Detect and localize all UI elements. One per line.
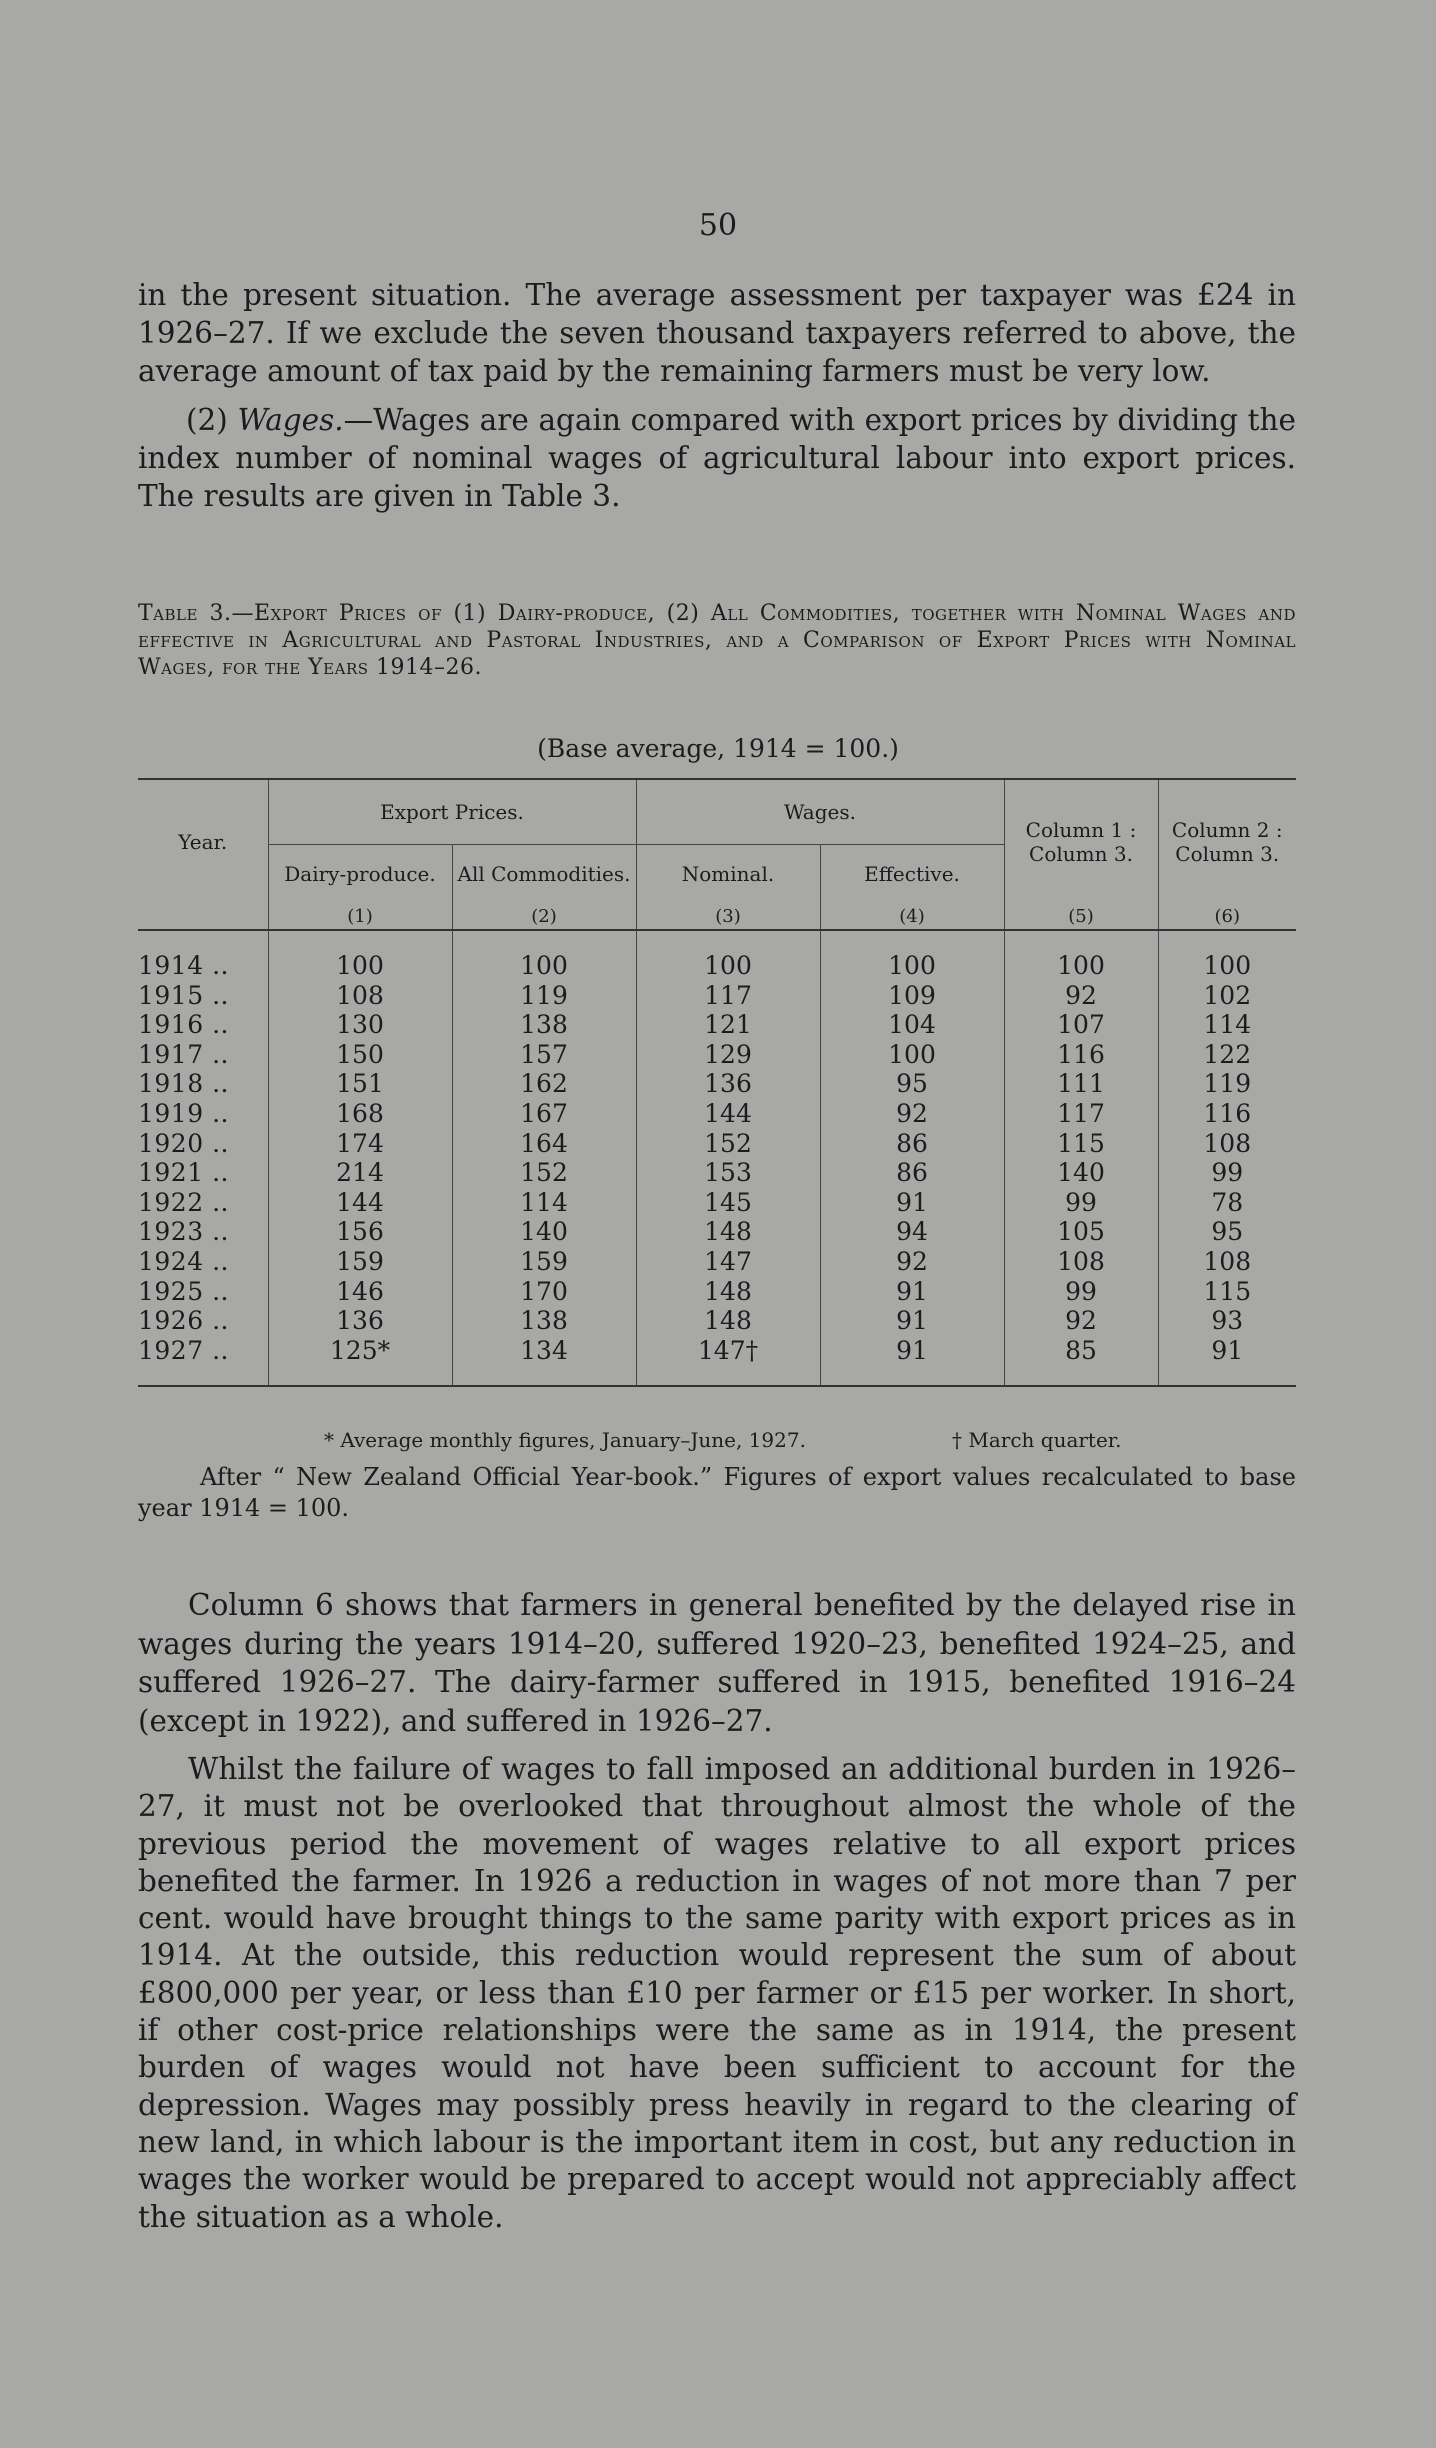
cell-col6: 91 xyxy=(1158,1336,1296,1387)
header-wages: Wages. xyxy=(636,779,1004,845)
table-row xyxy=(138,1277,1296,1307)
header-year: Year. xyxy=(138,779,268,903)
cell-nominal: 100 xyxy=(636,930,820,981)
cell-year: 1922 .. xyxy=(138,1187,229,1217)
cell-col5: 108 xyxy=(1004,1247,1158,1277)
table-row xyxy=(138,1010,1296,1040)
cell-dairy: 159 xyxy=(268,1247,452,1277)
cell-dairy: 151 xyxy=(268,1069,452,1099)
cell-col6: 119 xyxy=(1158,1069,1296,1099)
header-num-1: (1) xyxy=(268,903,452,930)
cell-all: 140 xyxy=(452,1217,636,1247)
cell-year: 1921 .. xyxy=(138,1158,229,1188)
cell-all: 114 xyxy=(452,1188,636,1218)
cell-col5: 99 xyxy=(1004,1277,1158,1307)
cell-col5: 107 xyxy=(1004,1010,1158,1040)
cell-effective: 100 xyxy=(820,1040,1004,1070)
cell-effective: 94 xyxy=(820,1217,1004,1247)
cell-col6: 95 xyxy=(1158,1217,1296,1247)
cell-year: 1916 .. xyxy=(138,1010,229,1040)
header-num-2: (2) xyxy=(452,903,636,930)
cell-effective: 95 xyxy=(820,1069,1004,1099)
cell-effective: 86 xyxy=(820,1158,1004,1188)
header-column5: Column 1 : Column 3. xyxy=(1004,779,1158,903)
cell-nominal: 152 xyxy=(636,1129,820,1159)
table-row xyxy=(138,1069,1296,1099)
header-num-4: (4) xyxy=(820,903,1004,930)
cell-dairy: 100 xyxy=(268,930,452,981)
cell-col5: 99 xyxy=(1004,1188,1158,1218)
source-note: After “ New Zealand Official Year-book.” Figures of export values recalculated to base year 1914 = 100. xyxy=(138,1463,1296,1522)
cell-col6: 122 xyxy=(1158,1040,1296,1070)
cell-nominal: 117 xyxy=(636,981,820,1011)
cell-effective: 91 xyxy=(820,1336,1004,1387)
table-caption-text: —Export Prices of (1) Dairy-produce, (2) All Commodities, together with Nominal Wages and effective in Agricultural and Pastoral Industries, and a Comparison of Export Prices with Nominal Wages, for the Years 1914–26. xyxy=(138,601,1296,680)
cell-dairy: 130 xyxy=(268,1010,452,1040)
header-export-prices: Export Prices. xyxy=(268,779,636,845)
cell-nominal: 144 xyxy=(636,1099,820,1129)
cell-all: 100 xyxy=(452,930,636,981)
cell-year: 1914 .. xyxy=(138,951,229,980)
table-caption-label: Table 3. xyxy=(138,601,232,626)
table-row xyxy=(138,1099,1296,1129)
cell-year: 1927 .. xyxy=(138,1336,268,1387)
cell-all: 152 xyxy=(452,1158,636,1188)
cell-col6: 108 xyxy=(1158,1247,1296,1277)
cell-effective: 92 xyxy=(820,1099,1004,1129)
header-all-commodities: All Commodities. xyxy=(452,845,636,904)
page-number: 50 xyxy=(698,208,738,243)
cell-col6: 116 xyxy=(1158,1099,1296,1129)
wages-paragraph xyxy=(138,401,1296,515)
header-nominal: Nominal. xyxy=(636,845,820,904)
intro-paragraph: in the present situation. The average assessment per taxpayer was £24 in 1926–27. If we exclude the seven thousand taxpayers referred to above, the average amount of tax paid by the remaining farmers must be very low. xyxy=(138,278,1296,388)
cell-nominal: 136 xyxy=(636,1069,820,1099)
cell-effective: 92 xyxy=(820,1247,1004,1277)
cell-dairy: 150 xyxy=(268,1040,452,1070)
footnote-star: * Average monthly figures, January–June, 1927. xyxy=(324,1428,806,1452)
table-base-note: (Base average, 1914 = 100.) xyxy=(537,734,899,763)
cell-year: 1920 .. xyxy=(138,1128,229,1158)
cell-col5: 116 xyxy=(1004,1040,1158,1070)
header-num-5: (5) xyxy=(1004,903,1158,930)
table-row xyxy=(138,1129,1296,1159)
wages-heading: Wages. xyxy=(237,403,344,437)
cell-col5: 92 xyxy=(1004,1306,1158,1336)
cell-all: 170 xyxy=(452,1277,636,1307)
cell-effective: 100 xyxy=(820,930,1004,981)
cell-col5: 111 xyxy=(1004,1069,1158,1099)
cell-all: 167 xyxy=(452,1099,636,1129)
table-row xyxy=(138,1040,1296,1070)
cell-year: 1919 .. xyxy=(138,1098,229,1128)
table-row xyxy=(138,1247,1296,1277)
table-row xyxy=(138,1217,1296,1247)
cell-col6: 78 xyxy=(1158,1188,1296,1218)
cell-col5: 85 xyxy=(1004,1336,1158,1387)
cell-nominal: 147 xyxy=(636,1247,820,1277)
header-num-6: (6) xyxy=(1158,903,1296,930)
cell-col6: 115 xyxy=(1158,1277,1296,1307)
cell-year: 1926 .. xyxy=(138,1306,229,1336)
cell-col6: 100 xyxy=(1158,930,1296,981)
table-row xyxy=(138,981,1296,1011)
cell-col5: 117 xyxy=(1004,1099,1158,1129)
cell-nominal: 145 xyxy=(636,1188,820,1218)
cell-nominal: 148 xyxy=(636,1306,820,1336)
cell-nominal: 147† xyxy=(636,1336,820,1387)
cell-col6: 102 xyxy=(1158,981,1296,1011)
cell-dairy: 144 xyxy=(268,1188,452,1218)
cell-all: 162 xyxy=(452,1069,636,1099)
table-row xyxy=(138,930,1296,981)
cell-dairy: 108 xyxy=(268,981,452,1011)
cell-dairy: 174 xyxy=(268,1129,452,1159)
cell-year: 1923 .. xyxy=(138,1217,229,1247)
cell-all: 138 xyxy=(452,1010,636,1040)
cell-dairy: 214 xyxy=(268,1158,452,1188)
cell-dairy: 168 xyxy=(268,1099,452,1129)
cell-nominal: 153 xyxy=(636,1158,820,1188)
cell-effective: 91 xyxy=(820,1277,1004,1307)
cell-nominal: 148 xyxy=(636,1217,820,1247)
cell-effective: 104 xyxy=(820,1010,1004,1040)
wages-label: (2) xyxy=(186,403,238,437)
cell-effective: 86 xyxy=(820,1129,1004,1159)
cell-effective: 91 xyxy=(820,1306,1004,1336)
cell-col6: 114 xyxy=(1158,1010,1296,1040)
cell-year: 1924 .. xyxy=(138,1246,229,1276)
wages-text: —Wages are again compared with export prices by dividing the index number of nominal wages of agricultural labour into export prices. The results are given in Table 3. xyxy=(138,403,1296,513)
cell-col5: 100 xyxy=(1004,930,1158,981)
cell-all: 119 xyxy=(452,981,636,1011)
header-effective: Effective. xyxy=(820,845,1004,904)
cell-nominal: 121 xyxy=(636,1010,820,1040)
cell-dairy: 125* xyxy=(268,1336,452,1387)
cell-all: 138 xyxy=(452,1306,636,1336)
cell-all: 157 xyxy=(452,1040,636,1070)
cell-col5: 115 xyxy=(1004,1129,1158,1159)
table-row xyxy=(138,1306,1296,1336)
cell-all: 134 xyxy=(452,1336,636,1387)
table-row xyxy=(138,1188,1296,1218)
export-prices-table xyxy=(138,778,1296,1387)
header-year-spacer xyxy=(138,903,268,930)
cell-col5: 140 xyxy=(1004,1158,1158,1188)
cell-year: 1925 .. xyxy=(138,1276,229,1306)
cell-year: 1917 .. xyxy=(138,1039,229,1069)
cell-all: 159 xyxy=(452,1247,636,1277)
cell-year: 1918 .. xyxy=(138,1069,229,1099)
cell-col5: 105 xyxy=(1004,1217,1158,1247)
cell-nominal: 148 xyxy=(636,1277,820,1307)
cell-all: 164 xyxy=(452,1129,636,1159)
table-caption xyxy=(138,600,1296,681)
cell-col6: 93 xyxy=(1158,1306,1296,1336)
header-dairy-produce: Dairy-produce. xyxy=(268,845,452,904)
header-num-3: (3) xyxy=(636,903,820,930)
whilst-paragraph: Whilst the failure of wages to fall imposed an additional burden in 1926–27, it must not be overlooked that throughout almost the whole of the previous period the movement of wages relative to all export prices benefited the farmer. In 1926 a reduction in wages of not more than 7 per cent. would have brought things to the same parity with export prices as in 1914. At the outside, this reduction would represent the sum of about £800,000 per year, or less than £10 per farmer or £15 per worker. In short, if other cost-price relationships were the same as in 1914, the present burden of wages would not have been sufficient to account for the depression. Wages may possibly press heavily in regard to the clearing of new land, in which labour is the important item in cost, but any reduction in wages the worker would be prepared to accept would not appreciably affect the situation as a whole. xyxy=(138,1752,1296,2234)
cell-year: 1915 .. xyxy=(138,980,229,1010)
cell-col6: 99 xyxy=(1158,1158,1296,1188)
column6-paragraph: Column 6 shows that farmers in general benefited by the delayed rise in wages during the years 1914–20, suffered 1920–23, benefited 1924–25, and suffered 1926–27. The dairy-farmer suffered in 1915, benefited 1916–24 (except in 1922), and suffered in 1926–27. xyxy=(138,1588,1296,1738)
header-column6: Column 2 : Column 3. xyxy=(1158,779,1296,903)
cell-col5: 92 xyxy=(1004,981,1158,1011)
table-row xyxy=(138,1336,1296,1387)
cell-effective: 91 xyxy=(820,1188,1004,1218)
cell-dairy: 136 xyxy=(268,1306,452,1336)
cell-dairy: 156 xyxy=(268,1217,452,1247)
table-row xyxy=(138,1158,1296,1188)
cell-nominal: 129 xyxy=(636,1040,820,1070)
cell-dairy: 146 xyxy=(268,1277,452,1307)
cell-effective: 109 xyxy=(820,981,1004,1011)
footnote-dagger: † March quarter. xyxy=(952,1428,1122,1452)
cell-col6: 108 xyxy=(1158,1129,1296,1159)
